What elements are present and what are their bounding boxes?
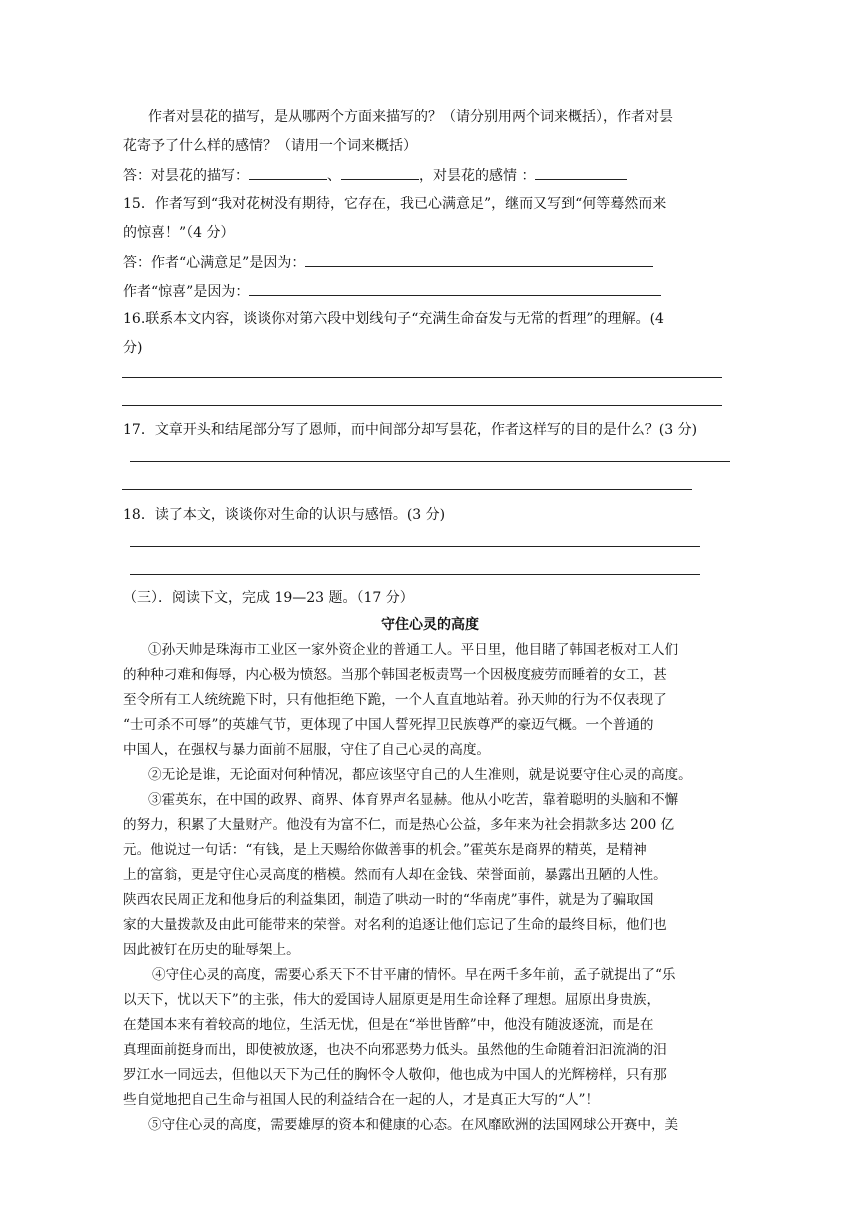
passage-line: 中国人，在强权与暴力面前不屈服，守住了自己心灵的高度。 <box>123 742 491 758</box>
q16-line2: 分) <box>123 340 143 356</box>
passage-line: 家的大量拨款及由此可能带来的荣誉。对名利的追逐让他们忘记了生命的最终目标，他们也 <box>123 917 667 933</box>
q15-answer1-label: 答：作者“心满意足”是因为： <box>123 255 306 271</box>
q15-line1: 15．作者写到“我对花树没有期待，它存在，我已心满意足”，继而又写到“何等蓦然而来 <box>123 196 667 212</box>
q17-answer-rule-1[interactable] <box>130 461 730 462</box>
passage-line: 些自觉地把自己生命与祖国人民的利益结合在一起的人，才是真正大写的“人”！ <box>123 1092 600 1108</box>
q18-answer-rule-1[interactable] <box>130 546 700 547</box>
passage-line: 至令所有工人统统跪下时，只有他拒绝下跪，一个人直直地站着。孙天帅的行为不仅表现了 <box>123 692 667 708</box>
q16-answer-rule-1[interactable] <box>122 377 722 378</box>
q15-line2: 的惊喜！”（4 分） <box>123 225 235 241</box>
q14-line1: 作者对昙花的描写，是从哪两个方面来描写的？（请分别用两个词来概括），作者对昙 <box>148 109 673 125</box>
q16-line1: 16.联系本文内容，谈谈你对第六段中划线句子“充满生命奋发与无常的哲理”的理解。(4 <box>123 311 664 327</box>
q15-answer2-line <box>123 281 661 302</box>
q16-answer-rule-2[interactable] <box>122 405 722 406</box>
passage-line: 真理面前挺身而出，即使被放逐，也决不向邪恶势力低头。虽然他的生命随着汩汩流淌的汨 <box>123 1042 667 1058</box>
q14-blank-2[interactable] <box>341 165 419 180</box>
q14-answer-mid: ，对昙花的感情 ： <box>419 168 536 184</box>
q18-answer-rule-2[interactable] <box>130 574 700 575</box>
q17-line1: 17．文章开头和结尾部分写了恩师，而中间部分却写昙花，作者这样写的目的是什么？(3 分) <box>123 422 698 438</box>
passage-line: ⑤守住心灵的高度，需要雄厚的资本和健康的心态。在风靡欧洲的法国网球公开赛中，美 <box>148 1117 679 1133</box>
passage-line: 因此被钉在历史的耻辱架上。 <box>123 942 300 958</box>
q14-answer-sep: 、 <box>327 168 341 184</box>
passage-line: 上的富翁，更是守住心灵高度的楷模。然而有人却在金钱、荣誉面前，暴露出丑陋的人性。 <box>123 867 667 883</box>
passage-line: ①孙天帅是珠海市工业区一家外资企业的普通工人。平日里，他目睹了韩国老板对工人们 <box>148 642 679 658</box>
q15-answer2-label: 作者“惊喜”是因为： <box>123 284 250 300</box>
q14-blank-3[interactable] <box>535 165 627 180</box>
passage-line: 罗江水一同远去，但他以天下为己任的胸怀令人敬仰，他也成为中国人的光辉榜样，只有那 <box>123 1067 667 1083</box>
passage-line: 以天下，忧以天下”的主张，伟大的爱国诗人屈原更是用生命诠释了理想。屈原出身贵族， <box>123 992 661 1008</box>
q15-answer2-blank[interactable] <box>249 281 661 296</box>
q14-answer-line <box>123 165 627 186</box>
q15-answer1-line <box>123 252 653 273</box>
passage-line: “士可杀不可辱”的英雄气节，更体现了中国人誓死捍卫民族尊严的豪迈气概。一个普通的 <box>123 717 654 733</box>
q14-blank-1[interactable] <box>249 165 327 180</box>
passage-line: ④守住心灵的高度，需要心系天下不甘平庸的情怀。早在两千多年前，孟子就提出了“乐 <box>152 967 676 983</box>
passage-line: ②无论是谁，无论面对何种情况，都应该坚守自己的人生准则，就是说要守住心灵的高度。 <box>148 767 692 783</box>
section3-heading: （三）．阅读下文，完成 19—23 题。（17 分） <box>123 590 414 606</box>
passage-line: 元。他说过一句话：“有钱，是上天赐给你做善事的机会。”霍英东是商界的精英，是精神 <box>123 842 647 858</box>
passage-title: 守住心灵的高度 <box>381 617 479 633</box>
passage-line: 陕西农民周正龙和他身后的利益集团，制造了哄动一时的“华南虎”事件，就是为了骗取国 <box>123 892 654 908</box>
q18-line1: 18．读了本文，谈谈你对生命的认识与感悟。(3 分) <box>123 507 446 523</box>
q14-line2: 花寄予了什么样的感情？（请用一个词来概括） <box>123 138 417 154</box>
q14-answer-prefix: 答：对昙花的描写： <box>123 168 249 184</box>
passage-line: ③霍英东，在中国的政界、商界、体育界声名显赫。他从小吃苦，靠着聪明的头脑和不懈 <box>148 792 679 808</box>
passage-line: 的种种刁难和侮辱，内心极为愤怒。当那个韩国老板责骂一个因极度疲劳而睡着的女工，甚 <box>123 667 667 683</box>
q15-answer1-blank[interactable] <box>305 252 653 267</box>
passage-line: 在楚国本来有着较高的地位，生活无忧，但是在“举世皆醉”中，他没有随波逐流，而是在 <box>123 1017 654 1033</box>
q17-answer-rule-2[interactable] <box>122 489 692 490</box>
passage-line: 的努力，积累了大量财产。他没有为富不仁，而是热心公益，多年来为社会捐款多达 200 亿 <box>123 817 675 833</box>
